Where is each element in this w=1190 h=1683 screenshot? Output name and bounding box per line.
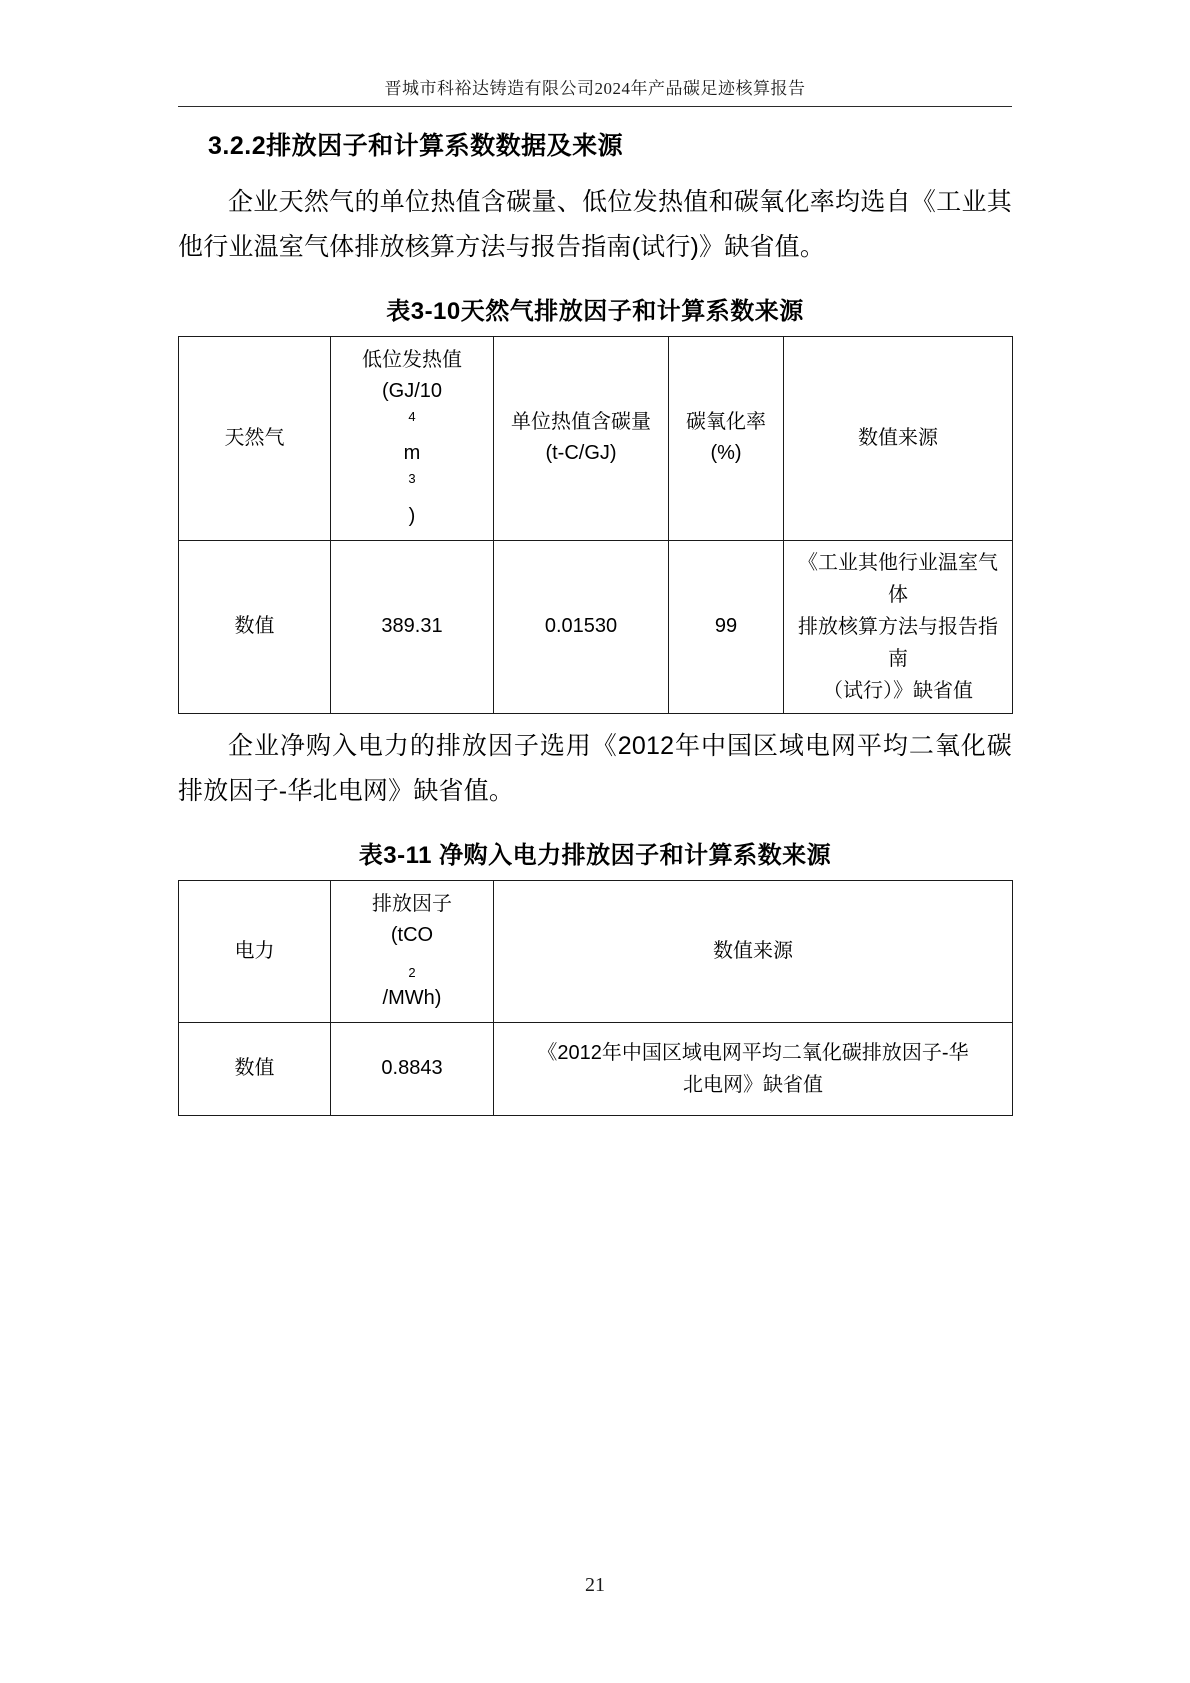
cell-electricity-label: 电力 xyxy=(179,880,331,1022)
table-row xyxy=(179,336,1013,540)
cell-emission-factor-header xyxy=(331,880,494,1022)
paragraph-electricity-factors: 企业净购入电力的排放因子选用《2012年中国区域电网平均二氧化碳排放因子-华北电网》缺省值。 xyxy=(178,731,1012,806)
factor-unit-sub: 2 xyxy=(408,964,416,980)
cell-oxidation-value: 99 xyxy=(669,540,784,713)
page-number: 21 xyxy=(585,1574,605,1596)
factor-unit-pre: (tCO xyxy=(390,923,434,946)
cell-source-value xyxy=(784,540,1013,713)
table-3-10-caption: 表3-10天然气排放因子和计算系数来源 xyxy=(386,297,804,325)
lhv-unit-mid: m xyxy=(403,442,421,465)
table-row xyxy=(179,540,1013,713)
paragraph-natural-gas-factors: 企业天然气的单位热值含碳量、低位发热值和碳氧化率均选自《工业其他行业温室气体排放核算方法与报告指南(试行)》缺省值。 xyxy=(178,187,1012,261)
lhv-unit-pre: (GJ/10 xyxy=(381,379,443,402)
header-divider xyxy=(178,106,1012,107)
lhv-header-line1: 低位发热值 xyxy=(362,348,462,371)
factor-unit-post: /MWh) xyxy=(382,986,442,1009)
cell-value-label: 数值 xyxy=(179,540,331,713)
table-3-11 xyxy=(178,880,1013,1116)
cell-source-header: 数值来源 xyxy=(784,336,1013,540)
cell-lhv-value: 389.31 xyxy=(331,540,494,713)
factor-header-line1: 排放因子 xyxy=(372,892,452,915)
table-3-11-caption: 表3-11 净购入电力排放因子和计算系数来源 xyxy=(358,841,832,869)
section-heading: 3.2.2排放因子和计算系数数据及来源 xyxy=(208,132,624,160)
cell-carbon-content-header xyxy=(494,336,669,540)
oxidation-header-line2: (%) xyxy=(710,442,742,465)
cell-carbon-content-value: 0.01530 xyxy=(494,540,669,713)
cell-gas-label: 天然气 xyxy=(179,336,331,540)
lhv-unit-sup: 4 xyxy=(408,408,416,424)
lhv-header-line2 xyxy=(337,376,487,532)
source-line-1: 《2012年中国区域电网平均二氧化碳排放因子-华 xyxy=(537,1041,969,1064)
lhv-unit-sup2: 3 xyxy=(408,471,416,487)
cell-source-value xyxy=(494,1022,1013,1115)
table-3-10 xyxy=(178,336,1013,714)
source-line-2: 排放核算方法与报告指南 xyxy=(798,615,998,670)
table-row xyxy=(179,1022,1013,1115)
source-line-1: 《工业其他行业温室气体 xyxy=(798,551,998,606)
cell-source-header: 数值来源 xyxy=(494,880,1013,1022)
source-line-2: 北电网》缺省值 xyxy=(683,1073,823,1096)
factor-header-line2 xyxy=(337,920,487,1014)
page-content xyxy=(178,128,1012,1124)
table-row xyxy=(179,880,1013,1022)
running-header: 晋城市科裕达铸造有限公司2024年产品碳足迹核算报告 xyxy=(384,79,806,98)
lhv-unit-post: ) xyxy=(408,504,416,527)
oxidation-header-line1: 碳氧化率 xyxy=(686,411,766,434)
cell-oxidation-header xyxy=(669,336,784,540)
source-line-3: （试行）》缺省值 xyxy=(823,679,973,702)
carbon-header-line1: 单位热值含碳量 xyxy=(511,411,651,434)
cell-value-label: 数值 xyxy=(179,1022,331,1115)
cell-emission-factor-value: 0.8843 xyxy=(331,1022,494,1115)
carbon-header-line2: (t-C/GJ) xyxy=(545,442,617,465)
cell-lhv-header xyxy=(331,336,494,540)
